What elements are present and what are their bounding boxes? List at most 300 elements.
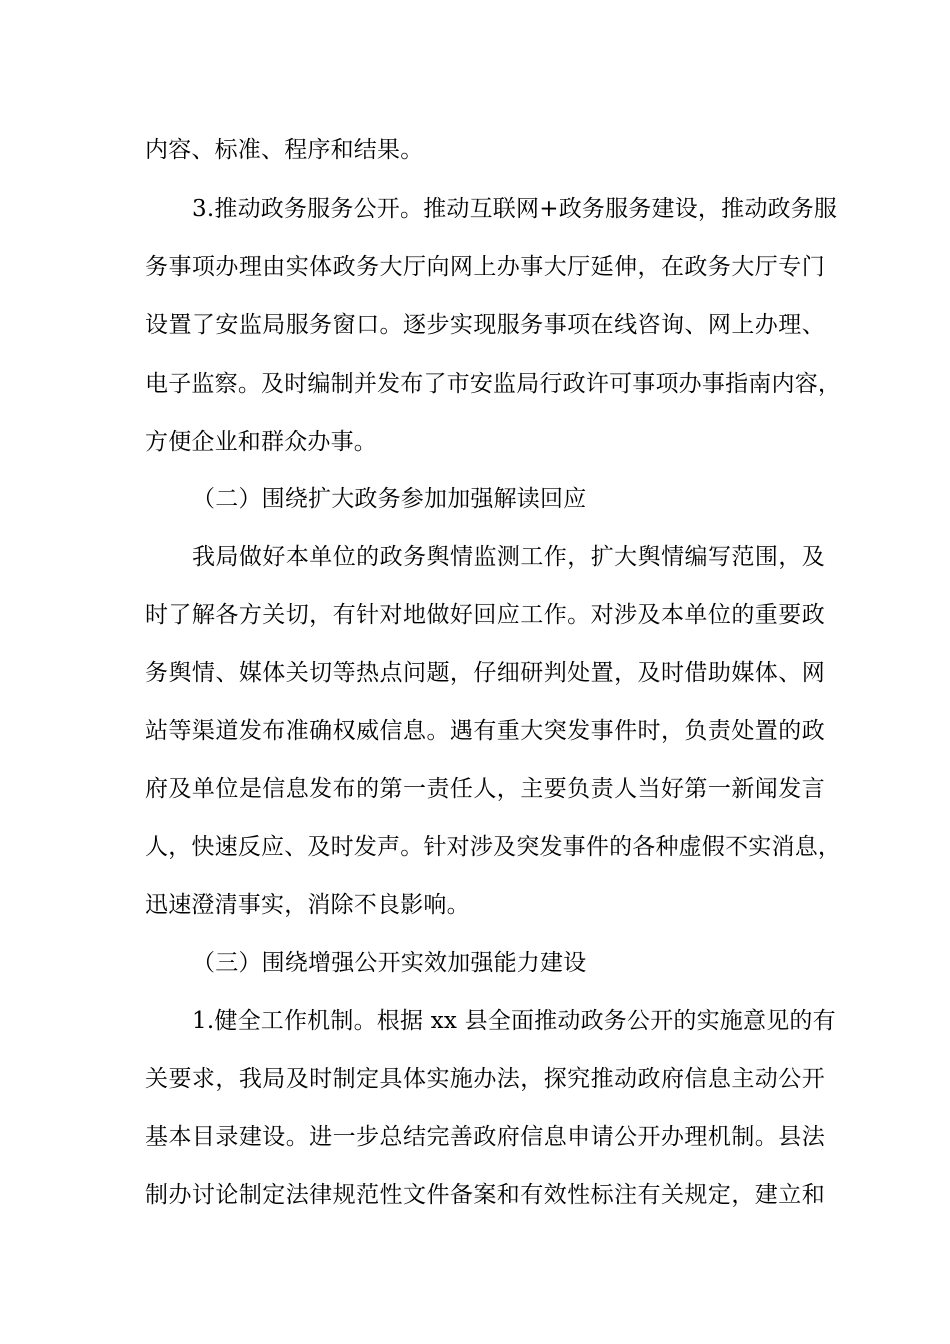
glyph: 案 bbox=[473, 1182, 497, 1208]
glyph: ， bbox=[660, 718, 685, 744]
glyph: 人 bbox=[145, 834, 169, 860]
paragraph-line: 迅速澄清事实，消除不良影响。 bbox=[145, 892, 470, 918]
glyph: 作 bbox=[543, 544, 567, 570]
glyph: 扩 bbox=[590, 544, 614, 570]
glyph: 准 bbox=[285, 718, 309, 744]
glyph: 实 bbox=[748, 834, 772, 860]
glyph: 置 bbox=[754, 718, 778, 744]
glyph: 有 bbox=[637, 1182, 661, 1208]
glyph: 了 bbox=[168, 602, 192, 628]
glyph: 及 bbox=[261, 371, 285, 397]
glyph: 体 bbox=[754, 660, 778, 686]
glyph: 制 bbox=[238, 1182, 263, 1208]
section-heading: （二）围绕扩大政务参加加强解读回应 bbox=[192, 486, 587, 512]
glyph: . bbox=[206, 1008, 215, 1034]
glyph: 开 bbox=[650, 1008, 674, 1034]
glyph: 发 bbox=[309, 776, 333, 802]
glyph: 责 bbox=[426, 776, 450, 802]
glyph: 伸 bbox=[614, 254, 638, 280]
glyph: 权 bbox=[332, 718, 356, 744]
glyph bbox=[457, 1006, 465, 1036]
glyph: 及 bbox=[801, 544, 825, 570]
glyph: 息 bbox=[707, 1066, 732, 1092]
glyph: 全 bbox=[487, 1008, 511, 1034]
glyph: 基 bbox=[145, 1124, 169, 1150]
glyph: 具 bbox=[379, 1066, 403, 1092]
glyph: 市 bbox=[446, 371, 470, 397]
glyph: 息 bbox=[285, 776, 309, 802]
glyph: 实 bbox=[696, 1008, 720, 1034]
glyph: 应 bbox=[261, 834, 285, 860]
glyph: 的 bbox=[356, 544, 380, 570]
glyph: 好 bbox=[660, 776, 685, 802]
glyph: 发 bbox=[778, 776, 802, 802]
glyph: 动 bbox=[446, 196, 470, 222]
glyph: 。 bbox=[567, 602, 591, 628]
glyph: 事 bbox=[590, 718, 614, 744]
paragraph-line bbox=[145, 1180, 825, 1210]
glyph: 注 bbox=[614, 1182, 638, 1208]
glyph: 府 bbox=[145, 776, 169, 802]
glyph: 舆 bbox=[168, 660, 192, 686]
glyph: 善 bbox=[449, 1124, 474, 1150]
glyph: 论 bbox=[215, 1182, 239, 1208]
glyph: 单 bbox=[684, 602, 708, 628]
glyph: 及 bbox=[637, 660, 661, 686]
glyph: 体 bbox=[402, 1066, 427, 1092]
glyph: 要 bbox=[543, 776, 567, 802]
glyph: 关 bbox=[262, 602, 286, 628]
glyph: 标 bbox=[590, 1182, 614, 1208]
glyph: 涉 bbox=[469, 834, 494, 860]
glyph: x bbox=[430, 1008, 444, 1034]
glyph: 发 bbox=[567, 718, 591, 744]
glyph: 息 bbox=[402, 718, 427, 744]
glyph: 施 bbox=[449, 1066, 474, 1092]
glyph: 政 bbox=[260, 196, 284, 222]
glyph: 任 bbox=[449, 776, 474, 802]
paragraph-line bbox=[192, 1006, 836, 1036]
glyph: 机 bbox=[307, 1008, 331, 1034]
glyph: 关 bbox=[285, 660, 309, 686]
glyph: 信 bbox=[520, 1124, 544, 1150]
glyph: 切 bbox=[285, 602, 309, 628]
glyph: 政 bbox=[767, 196, 791, 222]
glyph: 理 bbox=[684, 1124, 708, 1150]
glyph: 突 bbox=[543, 718, 567, 744]
glyph: 服 bbox=[307, 196, 331, 222]
glyph: 建 bbox=[754, 1182, 778, 1208]
glyph: ， bbox=[496, 776, 520, 802]
glyph: ， bbox=[567, 544, 591, 570]
glyph: 仔 bbox=[473, 660, 497, 686]
glyph: 事 bbox=[520, 254, 544, 280]
glyph: 写 bbox=[707, 544, 732, 570]
glyph: 突 bbox=[516, 834, 540, 860]
glyph: 了 bbox=[191, 312, 216, 338]
glyph: 关 bbox=[660, 1182, 685, 1208]
paragraph-line bbox=[145, 369, 842, 399]
glyph: 作 bbox=[283, 1008, 308, 1034]
glyph: 关 bbox=[145, 1066, 169, 1092]
glyph: 网 bbox=[516, 196, 540, 222]
glyph: 据 bbox=[399, 1008, 424, 1034]
glyph: 一 bbox=[707, 776, 732, 802]
glyph: 位 bbox=[215, 776, 239, 802]
paragraph-line bbox=[192, 542, 825, 572]
glyph: 线 bbox=[614, 312, 638, 338]
glyph: 规 bbox=[332, 1182, 356, 1208]
glyph: 情 bbox=[661, 544, 685, 570]
glyph: 监 bbox=[493, 371, 517, 397]
glyph: 单 bbox=[309, 544, 333, 570]
glyph: 信 bbox=[262, 776, 286, 802]
glyph: 确 bbox=[309, 718, 333, 744]
glyph: 好 bbox=[449, 602, 474, 628]
glyph: 布 bbox=[332, 776, 356, 802]
glyph: 布 bbox=[262, 718, 286, 744]
glyph: ， bbox=[817, 371, 842, 397]
glyph: 事 bbox=[562, 834, 586, 860]
glyph: 回 bbox=[473, 602, 497, 628]
glyph: . bbox=[206, 196, 215, 222]
glyph: 情 bbox=[191, 660, 216, 686]
glyph: 子 bbox=[168, 371, 192, 397]
glyph: 的 bbox=[789, 1008, 813, 1034]
glyph: ， bbox=[614, 660, 638, 686]
glyph: 公 bbox=[614, 1124, 638, 1150]
glyph: 本 bbox=[660, 602, 685, 628]
glyph: 可 bbox=[609, 371, 633, 397]
glyph: 理 bbox=[778, 312, 802, 338]
glyph: 监 bbox=[238, 312, 263, 338]
glyph: ， bbox=[168, 834, 192, 860]
glyph: 局 bbox=[215, 544, 239, 570]
glyph: 公 bbox=[353, 196, 377, 222]
glyph: 热 bbox=[356, 660, 380, 686]
paragraph-line bbox=[145, 658, 825, 688]
glyph: 县 bbox=[778, 1124, 802, 1150]
glyph: 信 bbox=[684, 1066, 708, 1092]
glyph: 遇 bbox=[449, 718, 474, 744]
glyph: 及 bbox=[637, 602, 661, 628]
glyph: 发 bbox=[539, 834, 563, 860]
glyph: 的 bbox=[356, 776, 380, 802]
glyph: 实 bbox=[449, 312, 474, 338]
glyph: 项 bbox=[655, 371, 679, 397]
glyph: 时 bbox=[660, 660, 685, 686]
glyph: 切 bbox=[309, 660, 333, 686]
glyph: 定 bbox=[707, 1182, 732, 1208]
paragraph-line: 方便企业和群众办事。 bbox=[145, 429, 377, 455]
glyph: 开 bbox=[637, 1124, 661, 1150]
glyph: 、 bbox=[778, 660, 802, 686]
glyph: 针 bbox=[356, 602, 380, 628]
glyph: 做 bbox=[238, 544, 263, 570]
glyph: 效 bbox=[543, 1182, 567, 1208]
glyph: 政 bbox=[473, 1124, 497, 1150]
glyph: 制 bbox=[332, 1066, 356, 1092]
glyph: 办 bbox=[473, 1066, 497, 1092]
glyph: 步 bbox=[426, 312, 450, 338]
glyph: 及 bbox=[285, 1066, 309, 1092]
glyph: 。 bbox=[379, 312, 403, 338]
paragraph-line bbox=[145, 774, 825, 804]
glyph: 南 bbox=[748, 371, 772, 397]
glyph: 点 bbox=[379, 660, 403, 686]
glyph: 务 bbox=[520, 312, 544, 338]
glyph: 政 bbox=[637, 1066, 661, 1092]
glyph: 事 bbox=[168, 254, 192, 280]
glyph: 反 bbox=[237, 834, 262, 860]
glyph: 逐 bbox=[402, 312, 427, 338]
glyph: 县 bbox=[464, 1008, 488, 1034]
glyph: ， bbox=[215, 1066, 239, 1092]
glyph: 推 bbox=[590, 1066, 614, 1092]
glyph: 事 bbox=[701, 371, 726, 397]
glyph: 测 bbox=[496, 544, 521, 570]
glyph: 办 bbox=[678, 371, 702, 397]
glyph: 判 bbox=[543, 660, 567, 686]
glyph: 政 bbox=[801, 602, 825, 628]
glyph: 息 bbox=[543, 1124, 567, 1150]
glyph: 针 bbox=[423, 834, 447, 860]
glyph: 设 bbox=[674, 196, 698, 222]
glyph: 、 bbox=[215, 660, 239, 686]
glyph: 威 bbox=[356, 718, 380, 744]
glyph: 舆 bbox=[637, 544, 661, 570]
glyph: 1 bbox=[192, 1008, 207, 1034]
glyph: 时 bbox=[284, 371, 308, 397]
glyph: 要 bbox=[168, 1066, 192, 1092]
glyph: 办 bbox=[496, 254, 520, 280]
glyph: 工 bbox=[260, 1008, 284, 1034]
glyph: 询 bbox=[660, 312, 685, 338]
glyph: 我 bbox=[192, 544, 216, 570]
glyph: 、 bbox=[684, 312, 708, 338]
glyph: 建 bbox=[238, 1124, 263, 1150]
glyph: 范 bbox=[356, 1182, 380, 1208]
glyph: 制 bbox=[731, 1124, 755, 1150]
paragraph-line: 内容、标准、程序和结果。 bbox=[145, 137, 424, 163]
paragraph-line bbox=[145, 1122, 825, 1152]
glyph: 好 bbox=[262, 544, 286, 570]
glyph: 法 bbox=[285, 1182, 309, 1208]
glyph: 厅 bbox=[402, 254, 427, 280]
glyph: 消 bbox=[771, 834, 795, 860]
glyph: 律 bbox=[309, 1182, 333, 1208]
glyph: 事 bbox=[632, 371, 656, 397]
glyph: 主 bbox=[520, 776, 544, 802]
glyph: 事 bbox=[543, 312, 567, 338]
glyph: 时 bbox=[309, 1066, 333, 1092]
glyph: 局 bbox=[262, 312, 286, 338]
glyph: 监 bbox=[473, 544, 497, 570]
glyph: 务 bbox=[309, 312, 333, 338]
glyph: 信 bbox=[379, 718, 403, 744]
glyph: 各 bbox=[632, 834, 656, 860]
glyph: 务 bbox=[356, 254, 380, 280]
glyph: 大 bbox=[379, 254, 403, 280]
glyph: 本 bbox=[285, 544, 310, 570]
glyph: 网 bbox=[707, 312, 732, 338]
glyph: 大 bbox=[520, 718, 544, 744]
glyph: 重 bbox=[754, 602, 778, 628]
glyph: 和 bbox=[801, 1182, 825, 1208]
glyph: 的 bbox=[731, 602, 755, 628]
glyph: ， bbox=[697, 196, 722, 222]
glyph: 布 bbox=[400, 371, 424, 397]
glyph: 推 bbox=[721, 196, 745, 222]
glyph: 细 bbox=[496, 660, 520, 686]
glyph: 现 bbox=[473, 312, 497, 338]
paragraph-line bbox=[192, 194, 838, 224]
glyph: 性 bbox=[567, 1182, 591, 1208]
glyph: 申 bbox=[567, 1124, 591, 1150]
glyph: 内 bbox=[771, 371, 795, 397]
glyph: 机 bbox=[707, 1124, 732, 1150]
glyph: 延 bbox=[590, 254, 614, 280]
paragraph-line bbox=[145, 1064, 825, 1094]
glyph: 件 bbox=[426, 1182, 450, 1208]
glyph: ， bbox=[637, 254, 661, 280]
glyph: 对 bbox=[590, 602, 614, 628]
glyph: 文 bbox=[402, 1182, 427, 1208]
glyph: 务 bbox=[145, 660, 169, 686]
glyph: 体 bbox=[309, 254, 333, 280]
glyph: 服 bbox=[496, 312, 520, 338]
glyph: 施 bbox=[719, 1008, 743, 1034]
glyph: 、 bbox=[801, 312, 825, 338]
glyph: 设 bbox=[145, 312, 169, 338]
glyph: 电 bbox=[145, 371, 169, 397]
glyph: 动 bbox=[237, 196, 261, 222]
glyph: ， bbox=[778, 544, 802, 570]
glyph: 务 bbox=[403, 544, 427, 570]
glyph: 服 bbox=[813, 196, 838, 222]
glyph: 口 bbox=[356, 312, 380, 338]
glyph: 有 bbox=[332, 602, 356, 628]
glyph: 察 bbox=[214, 371, 238, 397]
glyph: 局 bbox=[262, 1066, 286, 1092]
glyph: 是 bbox=[238, 776, 263, 802]
glyph: 人 bbox=[473, 776, 497, 802]
glyph: 监 bbox=[191, 371, 215, 397]
glyph: 在 bbox=[590, 312, 614, 338]
glyph: 求 bbox=[191, 1066, 216, 1092]
glyph: 本 bbox=[168, 1124, 192, 1150]
glyph: 及 bbox=[493, 834, 517, 860]
glyph: 上 bbox=[731, 312, 755, 338]
glyph: 人 bbox=[614, 776, 638, 802]
glyph: 进 bbox=[309, 1124, 333, 1150]
glyph: 意 bbox=[743, 1008, 767, 1034]
glyph: 。 bbox=[237, 371, 262, 397]
glyph: 种 bbox=[655, 834, 679, 860]
glyph: 及 bbox=[168, 776, 192, 802]
glyph: 健 bbox=[214, 1008, 238, 1034]
glyph: 和 bbox=[496, 1182, 520, 1208]
glyph: 公 bbox=[626, 1008, 651, 1034]
glyph: 务 bbox=[581, 196, 606, 222]
glyph: 及 bbox=[307, 834, 331, 860]
glyph: 置 bbox=[168, 312, 192, 338]
glyph: 编 bbox=[307, 371, 331, 397]
glyph: 结 bbox=[402, 1124, 427, 1150]
glyph: 围 bbox=[754, 544, 779, 570]
glyph: x bbox=[443, 1008, 458, 1034]
glyph: 要 bbox=[778, 602, 802, 628]
glyph: 面 bbox=[510, 1008, 535, 1034]
glyph: 新 bbox=[731, 776, 755, 802]
glyph: 有 bbox=[520, 1182, 544, 1208]
glyph: 站 bbox=[145, 718, 169, 744]
section-heading: （三）围绕增强公开实效加强能力建设 bbox=[192, 950, 587, 976]
glyph: 定 bbox=[356, 1066, 380, 1092]
glyph: 立 bbox=[778, 1182, 802, 1208]
glyph: 向 bbox=[426, 254, 450, 280]
glyph: 题 bbox=[426, 660, 450, 686]
glyph: 政 bbox=[562, 371, 586, 397]
glyph: 位 bbox=[332, 544, 356, 570]
glyph: 假 bbox=[701, 834, 726, 860]
glyph: 安 bbox=[469, 371, 494, 397]
glyph: 见 bbox=[766, 1008, 790, 1034]
glyph: 了 bbox=[423, 371, 447, 397]
glyph: 当 bbox=[637, 776, 661, 802]
glyph: 有 bbox=[473, 718, 497, 744]
glyph: 项 bbox=[567, 312, 591, 338]
glyph: 3 bbox=[192, 196, 207, 222]
glyph: 政 bbox=[379, 544, 403, 570]
glyph: 许 bbox=[585, 371, 610, 397]
glyph: 涉 bbox=[614, 602, 638, 628]
glyph: 编 bbox=[684, 544, 708, 570]
glyph: 重 bbox=[496, 718, 520, 744]
glyph: 责 bbox=[590, 776, 614, 802]
glyph: 发 bbox=[238, 718, 263, 744]
glyph: 第 bbox=[379, 776, 403, 802]
glyph: 的 bbox=[778, 718, 802, 744]
glyph: 实 bbox=[285, 254, 309, 280]
glyph: 局 bbox=[516, 371, 540, 397]
glyph: 联 bbox=[492, 196, 516, 222]
glyph: 时 bbox=[330, 834, 354, 860]
glyph: 完 bbox=[426, 1124, 450, 1150]
glyph: 厅 bbox=[567, 254, 591, 280]
glyph: 实 bbox=[426, 1066, 450, 1092]
glyph: 录 bbox=[215, 1124, 239, 1150]
glyph: 制 bbox=[145, 1182, 169, 1208]
glyph: 等 bbox=[168, 718, 192, 744]
glyph: 息 bbox=[794, 834, 818, 860]
glyph: 办 bbox=[754, 312, 778, 338]
glyph: 大 bbox=[731, 254, 755, 280]
glyph: 有 bbox=[812, 1008, 836, 1034]
glyph: 推 bbox=[534, 1008, 558, 1034]
glyph: 并 bbox=[353, 371, 378, 397]
glyph: 闻 bbox=[754, 776, 778, 802]
glyph: 研 bbox=[520, 660, 544, 686]
glyph: 范 bbox=[731, 544, 755, 570]
glyph: 动 bbox=[557, 1008, 581, 1034]
glyph: 置 bbox=[590, 660, 614, 686]
glyph: 、 bbox=[284, 834, 308, 860]
glyph: 专 bbox=[778, 254, 802, 280]
glyph: 我 bbox=[238, 1066, 263, 1092]
glyph: 务 bbox=[603, 1008, 627, 1034]
glyph: 制 bbox=[330, 1008, 354, 1034]
